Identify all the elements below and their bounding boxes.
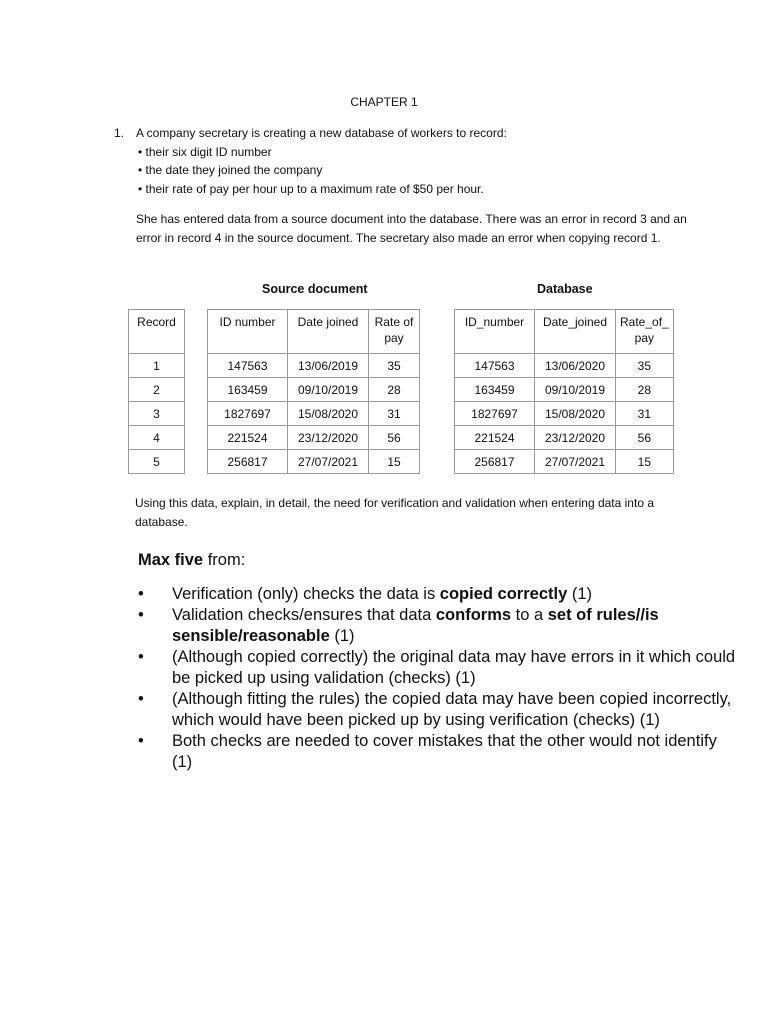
mark-scheme-point [138, 731, 738, 772]
table-row [208, 354, 420, 378]
cell-date: 23/12/2020 [288, 426, 369, 450]
cell-date: 09/10/2019 [535, 378, 616, 402]
bullet-icon: • [138, 584, 144, 603]
cell-rate: 28 [616, 378, 674, 402]
table-row [455, 354, 674, 378]
point-text-bold: conforms [435, 606, 512, 624]
cell-rate: 28 [369, 378, 420, 402]
bullet-icon: • [138, 690, 144, 708]
cell-date: 27/07/2021 [535, 450, 616, 474]
table-row [455, 426, 674, 450]
question-paragraph: She has entered data from a source document into the database. There was an error in record 3 and an error in record 4 in the source document. The secretary also made an error when copying record 1. [136, 212, 687, 245]
cell-id: 147563 [208, 354, 288, 378]
cell-date: 13/06/2019 [288, 354, 369, 378]
record-table [128, 309, 185, 474]
cell-date: 09/10/2019 [288, 378, 369, 402]
table-row [129, 450, 185, 474]
source-document-heading: Source document [262, 282, 368, 296]
cell-id: 163459 [455, 378, 535, 402]
mark-scheme-point [138, 647, 738, 688]
question-bullet: • the date they joined the company [138, 163, 323, 177]
record-number: 3 [129, 402, 185, 426]
record-number: 1 [129, 354, 185, 378]
record-header: Record [129, 310, 185, 354]
point-text: (1) [329, 626, 355, 645]
mark-scheme-heading-rest: from: [203, 551, 246, 569]
cell-rate: 56 [616, 426, 674, 450]
cell-rate: 35 [616, 354, 674, 378]
cell-id: 163459 [208, 378, 288, 402]
cell-rate: 31 [616, 402, 674, 426]
question-intro: A company secretary is creating a new database of workers to record: [136, 126, 507, 140]
table-row [208, 378, 420, 402]
point-text: (1) [567, 584, 593, 603]
question-bullet: • their rate of pay per hour up to a maximum rate of $50 per hour. [138, 181, 484, 196]
mark-scheme [138, 550, 738, 773]
source-document-table [207, 309, 420, 474]
table-row [455, 450, 674, 474]
cell-id: 147563 [455, 354, 535, 378]
cell-id: 1827697 [208, 402, 288, 426]
cell-date: 15/08/2020 [288, 402, 369, 426]
database-heading: Database [537, 282, 593, 296]
mark-scheme-heading-bold: Max five [138, 551, 204, 569]
point-text: Both checks are needed to cover mistakes that the other would not identify (1) [172, 732, 717, 771]
bullet-icon: • [138, 606, 144, 624]
table-row [208, 426, 420, 450]
point-text: Verification (only) checks the data is [172, 584, 440, 603]
table-row [208, 450, 420, 474]
cell-id: 1827697 [455, 402, 535, 426]
database-header-date: Date_joined [535, 310, 616, 354]
source-header-id: ID number [208, 310, 288, 354]
table-row [455, 378, 674, 402]
source-header-date: Date joined [288, 310, 369, 354]
table-row [129, 354, 185, 378]
mark-scheme-heading [138, 550, 738, 571]
cell-id: 221524 [208, 426, 288, 450]
table-row [129, 378, 185, 402]
cell-rate: 35 [369, 354, 420, 378]
mark-scheme-point [138, 584, 738, 605]
record-number: 2 [129, 378, 185, 402]
cell-id: 221524 [455, 426, 535, 450]
cell-date: 27/07/2021 [288, 450, 369, 474]
cell-rate: 31 [369, 402, 420, 426]
table-row [455, 402, 674, 426]
mark-scheme-list [138, 584, 738, 773]
mark-scheme-point [138, 689, 738, 730]
cell-date: 15/08/2020 [535, 402, 616, 426]
question-number: 1. [114, 126, 125, 140]
database-table [454, 309, 674, 474]
point-text: to a [511, 606, 548, 624]
cell-id: 256817 [208, 450, 288, 474]
point-text: Validation checks/ensures that data [172, 606, 436, 624]
bullet-icon: • [138, 648, 144, 666]
database-header-id: ID_number [455, 310, 535, 354]
cell-rate: 15 [616, 450, 674, 474]
cell-rate: 56 [369, 426, 420, 450]
mark-scheme-point [138, 605, 738, 646]
record-number: 5 [129, 450, 185, 474]
point-text-bold: set of rules//is sensible/reasonable [172, 606, 659, 645]
table-row [129, 402, 185, 426]
question-bullet: • their six digit ID number [138, 144, 272, 159]
cell-date: 23/12/2020 [535, 426, 616, 450]
record-number: 4 [129, 426, 185, 450]
explain-prompt: Using this data, explain, in detail, the need for verification and validation when entering data into a database. [135, 496, 654, 529]
table-row [208, 402, 420, 426]
cell-rate: 15 [369, 450, 420, 474]
database-header-rate: Rate_of_ pay [616, 310, 674, 354]
table-row [129, 426, 185, 450]
question-1 [114, 124, 704, 247]
point-text-bold: copied correctly [439, 584, 568, 603]
bullet-icon: • [138, 732, 144, 750]
cell-id: 256817 [455, 450, 535, 474]
point-text: (Although copied correctly) the original data may have errors in it which could be picked up using validation (checks) (1) [172, 648, 736, 687]
cell-date: 13/06/2020 [535, 354, 616, 378]
point-text: (Although fitting the rules) the copied data may have been copied incorrectly, which would have been picked up by using verification (checks) (1) [172, 690, 732, 729]
chapter-heading: CHAPTER 1 [350, 95, 418, 109]
source-header-rate: Rate of pay [369, 310, 420, 354]
